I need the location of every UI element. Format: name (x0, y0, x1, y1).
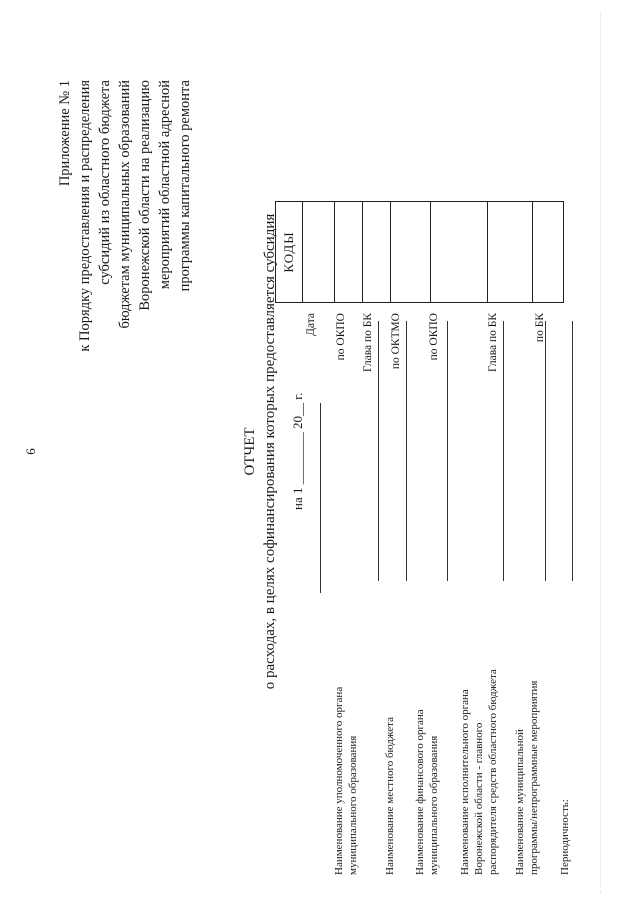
report-title-block (240, 0, 280, 903)
code-label-okpo: по ОКПО (335, 313, 347, 361)
field-underline (503, 321, 504, 581)
code-label-glava-bk-2: Глава по БК (487, 313, 499, 372)
field-underline (406, 321, 407, 581)
report-date-line: на 1 ________ 20__ г. (290, 392, 305, 510)
appendix-header (55, 80, 195, 410)
codes-header: КОДЫ (276, 202, 303, 303)
appendix-line: мероприятий областной адресной (157, 80, 173, 290)
code-label-oktmo: по ОКТМО (390, 313, 402, 370)
report-subtitle: о расходах, в целях софинансирования которых предоставляется субсидия (262, 213, 278, 690)
code-cell-bk[interactable] (533, 202, 564, 303)
row-label-program: Наименование муниципальной программы/непрограммные мероприятия (514, 680, 540, 875)
page-number: 6 (23, 448, 38, 455)
codes-table (275, 201, 564, 303)
appendix-line: бюджетам муниципальных образований (117, 80, 133, 329)
appendix-line: субсидий из областного бюджета (97, 80, 113, 285)
report-title: ОТЧЕТ (242, 427, 258, 476)
code-cell-glava-bk[interactable] (363, 202, 391, 303)
appendix-line: Воронежской области на реализацию (137, 80, 153, 311)
faint-scan-line (600, 13, 602, 893)
row-label-authorized-body: Наименование уполномоченного органа муниципального образования (333, 686, 359, 875)
field-underline (447, 321, 448, 581)
code-cell-okpo[interactable] (335, 202, 363, 303)
code-cell-okpo-2[interactable] (431, 202, 488, 303)
code-label-okpo-2: по ОКПО (428, 313, 440, 361)
row-label-executive-body: Наименование исполнительного органа Воронежской области - главного распорядителя средств областного бюджета (459, 669, 499, 875)
row-label-local-budget: Наименование местного бюджета (384, 717, 396, 875)
field-underline (572, 321, 573, 581)
field-underline (378, 321, 379, 581)
code-cell-date[interactable] (303, 202, 335, 303)
code-label-date: Дата (305, 313, 317, 336)
code-cell-glava-bk-2[interactable] (488, 202, 533, 303)
appendix-line: программы капитального ремонта (177, 80, 193, 292)
appendix-line: к Порядку предоставления и распределения (77, 80, 93, 352)
row-label-periodicity: Периодичность: (559, 799, 571, 875)
code-cell-oktmo[interactable] (391, 202, 431, 303)
code-label-glava-bk: Глава по БК (362, 313, 374, 372)
appendix-line: Приложение № 1 (57, 80, 73, 187)
row-label-finance-body: Наименование финансового органа муниципального образования (414, 709, 440, 875)
date-underline (320, 403, 321, 593)
code-label-bk: по БК (534, 313, 546, 343)
